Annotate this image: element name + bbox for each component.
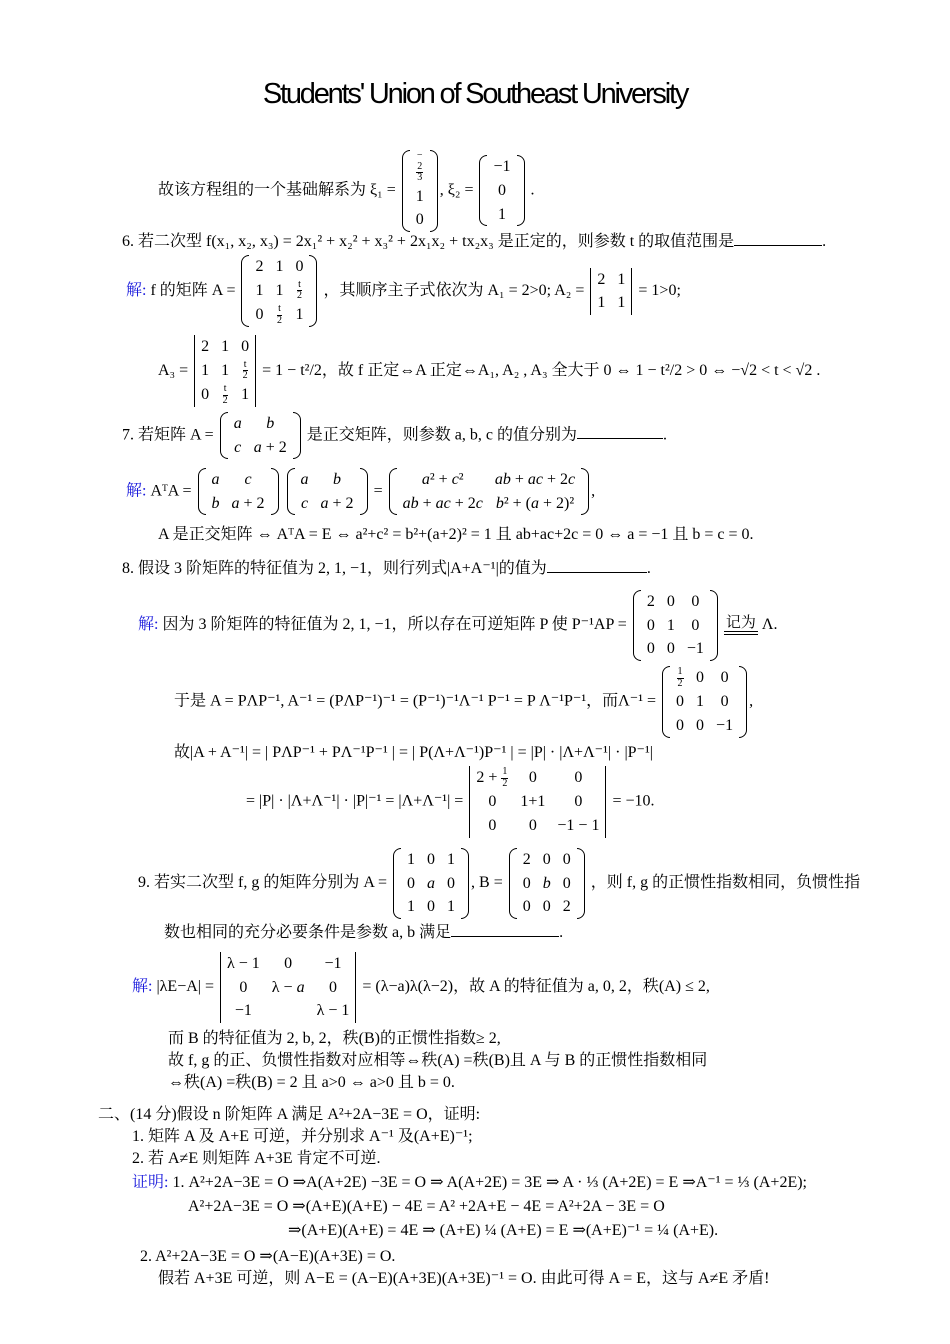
part2-item1: 1. 矩阵 A 及 A+E 可逆，并分别求 A⁻¹ 及(A+E)⁻¹;: [132, 1128, 473, 1145]
q8-solution-line2: 于是 A = PΛP⁻¹, A⁻¹ = (PΛP⁻¹)⁻¹ = (P⁻¹)⁻¹Λ⁻¹ P⁻¹ = P Λ⁻¹P⁻¹，而Λ⁻¹ = $\frac{1}{2}$ 0 0 0 1 0 0 0 −1 ,: [174, 666, 753, 738]
xi1-vector: − 2 3 1 0: [402, 150, 438, 232]
part2-proof-line2: A²+2A−3E = O ⇒(A+E)(A+E) − 4E = A² +2A+E − 4E = A²+2A − 3E = O: [188, 1198, 665, 1215]
q6-minor-A2: 2 1 1 1: [590, 268, 632, 315]
page-header-title: Students' Union of Southeast University: [262, 78, 688, 110]
q7-matrix-A-repeat: a b c a + 2: [287, 468, 368, 515]
q8-solution-line3: 故|A + A⁻¹| = | PΛP⁻¹ + PΛ⁻¹P⁻¹ | = | P(Λ+Λ⁻¹)P⁻¹ | = |P| · |Λ+Λ⁻¹| · |P⁻¹|: [174, 744, 653, 761]
q8-solution-line4: = |P| · |Λ+Λ⁻¹| · |P|⁻¹ = |Λ+Λ⁻¹| = 2 + $\frac{1}{2}$ 0 0 0 1+1 0 0 0 −1 − 1 = −10.: [246, 766, 654, 838]
q6-minor-A3: 2 1 0 1 1 $\frac{t}{2}$ 0 $\frac{t}{2}$ 1: [194, 335, 256, 407]
q9-question-line2: 数也相同的充分必要条件是参数 a, b 满足 .: [164, 924, 564, 941]
part2-proof-line1: 证明: 1. A²+2A−3E = O ⇒A(A+2E) −3E = O ⇒ A(A+2E) = 3E ⇒ A · ⅓ (A+2E) = E ⇒A⁻¹ = ⅓ (A+2E);: [132, 1174, 807, 1191]
proof-label: 证明:: [132, 1174, 169, 1191]
q7-solution-line2: A 是正交矩阵 ⇔ AᵀA = E ⇔ a²+c² = b²+(a+2)² = 1 且 ab+ac+2c = 0 ⇔ a = −1 且 b = c = 0.: [158, 526, 754, 543]
xi2-label: ξ₂ =: [447, 181, 474, 199]
q9-solution-line1: 解: |λE−A| = λ − 1 0 −1 0 λ − a 0 −1 λ − 1 = (λ−a)λ(λ−2)，故 A 的特征值为 a, 0, 2，秩(A) ≤ 2,: [132, 952, 710, 1023]
xi1-label: ξ₁ =: [370, 181, 396, 199]
q6-answer-blank: [734, 245, 822, 246]
xi2-vector: −1 0 1: [479, 155, 524, 226]
question-8: 8. 假设 3 阶矩阵的特征值为 2, 1, −1，则行列式|A+A⁻¹|的值为 .: [122, 560, 651, 577]
q7-product-matrix: a² + c² ab + ac + 2c ab + ac + 2c b² + (a + 2)²: [389, 468, 590, 515]
q9-matrix-A: 1 0 1 0 a 0 1 0 1: [393, 848, 469, 919]
q8-denote-label: 记为: [725, 614, 756, 631]
q9-solution-line4: ⇔秩(A) =秩(B) = 2 且 a>0 ⇔ a>0 且 b = 0.: [168, 1074, 455, 1091]
part2-item2: 2. 若 A≠E 则矩阵 A+3E 肯定不可逆.: [132, 1150, 381, 1167]
solution-basis-line: 故该方程组的一个基础解系为 ξ₁ = − 2 3 1 0 , ξ₂ = −1 0 1 .: [158, 150, 535, 232]
q7-solution-line1: 解: AᵀA = a c b a + 2 a b c a + 2 = a² + c² ab + ac + 2c ab + ac + 2c b² + (a + 2)² ,: [126, 468, 595, 515]
question-6: 6. 若二次型 f(x₁, x₂, x₃) = 2x₁² + x₂² + x₃² + 2x₁x₂ + tx₂x₃ 是正定的，则参数 t 的取值范围是 .: [122, 233, 827, 250]
part2-proof-line4: 2. A²+2A−3E = O ⇒(A−E)(A+3E) = O.: [140, 1248, 396, 1265]
q6-matrix-A: 2 1 0 1 1 $\frac{t}{2}$ 0 $\frac{t}{2}$ 1: [241, 255, 317, 327]
question-7: 7. 若矩阵 A = a b c a + 2 是正交矩阵，则参数 a, b, c 的值分别为 .: [122, 412, 667, 459]
basis-intro: 故该方程组的一个基础解系为: [158, 181, 367, 199]
q7-answer-blank: [577, 438, 663, 439]
q9-determinant: λ − 1 0 −1 0 λ − a 0 −1 λ − 1: [220, 952, 356, 1023]
q8-solution-line1: 解: 因为 3 阶矩阵的特征值为 2, 1, −1，所以存在可逆矩阵 P 使 P⁻¹AP = 2 0 0 0 1 0 0 0 −1 记为 Λ.: [138, 590, 777, 661]
q8-matrix-Lambda: 2 0 0 0 1 0 0 0 −1: [633, 590, 718, 661]
q9-solution-line2: 而 B 的特征值为 2, b, 2，秩(B)的正惯性指数≥ 2,: [168, 1030, 501, 1047]
q8-matrix-Lambda-inverse: $\frac{1}{2}$ 0 0 0 1 0 0 0 −1: [662, 666, 747, 738]
part2-heading: 二、(14 分)假设 n 阶矩阵 A 满足 A²+2A−3E = O，证明:: [98, 1106, 481, 1123]
part2-proof-line3: ⇒(A+E)(A+E) = 4E ⇒ (A+E) ¼ (A+E) = E ⇒(A+E)⁻¹ = ¼ (A+E).: [288, 1222, 719, 1239]
q8-determinant: 2 + $\frac{1}{2}$ 0 0 0 1+1 0 0 0 −1 − 1: [469, 766, 606, 838]
part2-proof-line5: 假若 A+3E 可逆，则 A−E = (A−E)(A+3E)(A+3E)⁻¹ = O. 由此可得 A = E，这与 A≠E 矛盾!: [158, 1270, 770, 1287]
q7-matrix-A: a b c a + 2: [220, 412, 301, 459]
q9-answer-blank: [451, 936, 559, 937]
q9-matrix-B: 2 0 0 0 b 0 0 0 2: [509, 848, 585, 919]
q6-text: 若二次型 f(x₁, x₂, x₃) = 2x₁² + x₂² + x₃² + 2x₁x₂ + tx₂x₃ 是正定的，则参数 t 的取值范围是: [138, 233, 735, 250]
q6-number: 6.: [122, 233, 134, 250]
q8-answer-blank: [547, 572, 647, 573]
q9-solution-line3: 故 f, g 的正、负惯性指数对应相等⇔秩(A) =秩(B)且 A 与 B 的正惯性指数相同: [168, 1052, 708, 1069]
q6-solution-label: 解:: [126, 281, 147, 299]
q6-solution-line2: A₃ = 2 1 0 1 1 $\frac{t}{2}$ 0 $\frac{t}{2}$ 1 = 1 − t²/2，故 f 正定⇔A 正定⇔A₁, A₂ , A₃ 全大于 0 ⇔ 1 − t²/2 > 0 ⇔ −√2 < t < √2 .: [158, 335, 820, 407]
q6-solution-line1: 解: f 的矩阵 A = 2 1 0 1 1 $\frac{t}{2}$ 0 $\frac{t}{2}$ 1 ，其顺序主子式依次为 A₁ = 2>0; A₂ = 2 1 1 1 = 1>0;: [126, 255, 681, 327]
q7-matrix-AT: a c b a + 2: [198, 468, 279, 515]
question-9: 9. 若实二次型 f, g 的矩阵分别为 A = 1 0 1 0 a 0 1 0 1 , B = 2 0 0 0 b 0 0 0 2 ，则 f, g 的正惯性指数相同，负惯性指: [138, 848, 860, 919]
